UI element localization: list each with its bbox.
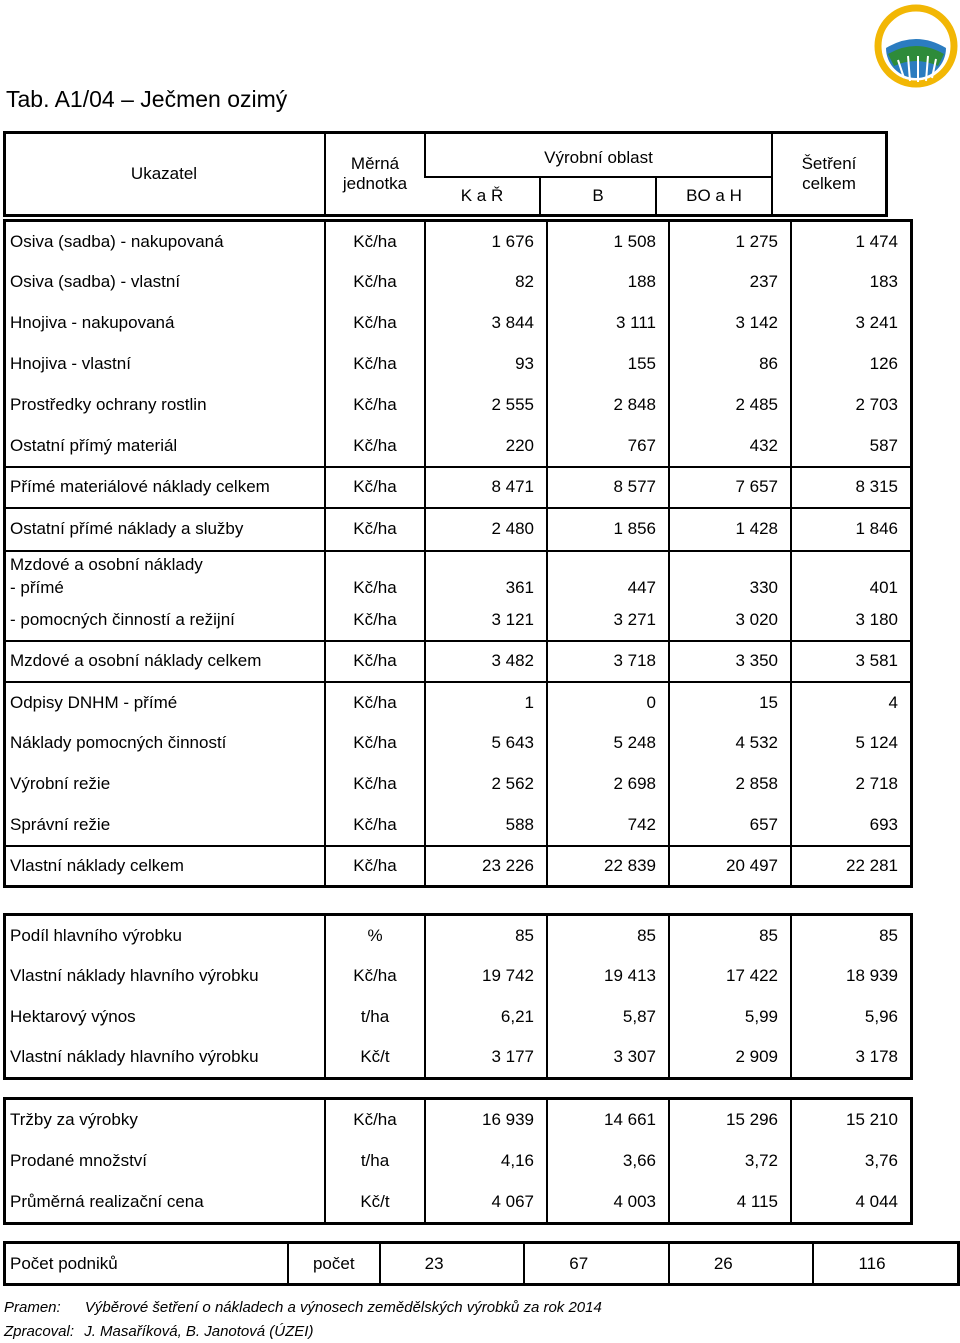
cell-value: 3 581 (791, 641, 912, 682)
cell-value: 4 067 (425, 1182, 547, 1224)
cell-value: 432 (669, 426, 791, 467)
cell-value: 6,21 (425, 997, 547, 1038)
cell-value: 4 115 (669, 1182, 791, 1224)
table-row (5, 723, 912, 764)
cell-value: 67 (524, 1243, 669, 1285)
row-unit: počet (288, 1243, 380, 1285)
cell-value: 14 661 (547, 1099, 669, 1141)
cell-value: 3 142 (669, 303, 791, 344)
row-unit: Kč/ha (325, 601, 425, 641)
cell-value: 220 (425, 426, 547, 467)
cell-value: 587 (791, 426, 912, 467)
cell-value: 23 226 (425, 846, 547, 887)
row-label: Vlastní náklady celkem (10, 855, 184, 875)
col-header-region-kar: K a Ř (460, 186, 504, 206)
table-row (5, 1140, 912, 1182)
cell-value: 93 (425, 344, 547, 385)
table-row (5, 1243, 959, 1285)
cell-value: 3 121 (425, 601, 547, 641)
cell-value: 2 698 (547, 764, 669, 805)
cell-value: 26 (669, 1243, 814, 1285)
cell-value: 4 (791, 682, 912, 723)
cell-value: 1 428 (669, 508, 791, 551)
row-label: Hektarový výnos (10, 1007, 136, 1026)
row-unit: Kč/ha (325, 467, 425, 508)
col-header-ukazatel: Ukazatel (130, 164, 198, 183)
cell-value: 188 (547, 262, 669, 303)
sales-table (3, 1097, 913, 1225)
row-unit: Kč/ha (325, 641, 425, 682)
cell-value: 2 848 (547, 385, 669, 426)
cell-value: 4 003 (547, 1182, 669, 1224)
row-label: Osiva (sadba) - vlastní (10, 272, 181, 291)
cell-value: 19 413 (547, 956, 669, 997)
row-label: Mzdové a osobní náklady (10, 554, 203, 574)
cell-value: 237 (669, 262, 791, 303)
row-label: Hnojiva - vlastní (10, 354, 131, 373)
row-label: Výrobní režie (10, 774, 111, 793)
cell-value: 4 532 (669, 723, 791, 764)
row-label: Průměrná realizační cena (10, 1191, 204, 1211)
cell-value: 5 124 (791, 723, 912, 764)
cell-value: 2 562 (425, 764, 547, 805)
row-label: Ostatní přímé náklady a služby (5, 508, 326, 551)
table-title: Tab. A1/04 – Ječmen ozimý (6, 86, 288, 112)
table-row (5, 641, 912, 682)
row-label: Přímé materiálové náklady celkem (5, 467, 326, 508)
cell-value: 8 471 (425, 467, 547, 508)
table-row (5, 426, 912, 467)
row-label: Mzdové a osobní náklady celkem (5, 641, 326, 682)
cell-value: 8 577 (547, 467, 669, 508)
cell-value: 3,72 (669, 1140, 791, 1182)
cell-value: 1 508 (547, 221, 669, 262)
cell-value: 2 555 (425, 385, 547, 426)
cell-value: 1 275 (669, 221, 791, 262)
cell-value: 15 (669, 682, 791, 723)
row-unit: Kč/ha (325, 262, 425, 303)
row-unit: Kč/ha (325, 1099, 425, 1141)
table-row (5, 221, 912, 262)
row-label: - přímé (10, 577, 64, 597)
cell-value: 3 177 (425, 1038, 547, 1079)
table-row (5, 467, 912, 508)
cell-value: 22 281 (791, 846, 912, 887)
cell-value: 126 (791, 344, 912, 385)
row-unit: % (325, 915, 425, 956)
row-unit: Kč/ha (325, 956, 425, 997)
row-label: Vlastní náklady hlavního výrobku (10, 1047, 259, 1067)
row-label: Ostatní přímý materiál (5, 426, 326, 467)
row-label: Náklady pomocných činností (10, 733, 227, 752)
cell-value: 401 (791, 575, 912, 601)
table-row (5, 575, 912, 601)
cell-value: 85 (669, 915, 791, 956)
table-row (5, 915, 912, 956)
table-row (5, 682, 912, 723)
cell-value: 3 020 (669, 601, 791, 641)
row-label: Tržby za výrobky (10, 1110, 138, 1129)
cell-value: 3,66 (547, 1140, 669, 1182)
cell-value: 2 703 (791, 385, 912, 426)
col-header-total: Šetření celkem (772, 133, 887, 216)
col-header-unit: Měrná jednotka (325, 133, 425, 216)
cell-value: 3 307 (547, 1038, 669, 1079)
row-label: - pomocných činností a režijní (5, 601, 326, 641)
table-row (5, 385, 912, 426)
cell-value: 3,76 (791, 1140, 912, 1182)
row-unit: Kč/ha (325, 344, 425, 385)
row-unit: Kč/t (325, 1182, 425, 1224)
row-label: Hnojiva - nakupovaná (10, 313, 175, 332)
col-header-region-b: B (540, 177, 656, 215)
cell-value: 85 (791, 915, 912, 956)
table-row (5, 262, 912, 303)
cost-table (3, 219, 913, 888)
cell-value: 1 856 (547, 508, 669, 551)
row-unit: Kč/t (325, 1038, 425, 1079)
cell-value: 1 676 (425, 221, 547, 262)
cell-value: 183 (791, 262, 912, 303)
cell-value: 1 846 (791, 508, 912, 551)
table-row (5, 303, 912, 344)
row-unit: Kč/ha (325, 846, 425, 887)
cell-value: 85 (547, 915, 669, 956)
author-note: Zpracoval: J. Masaříková, B. Janotová (ÚZEI) (4, 1323, 314, 1340)
cell-value: 693 (791, 805, 912, 846)
cell-value: 2 718 (791, 764, 912, 805)
cell-value: 82 (425, 262, 547, 303)
cell-value: 5,87 (547, 997, 669, 1038)
cell-value: 16 939 (425, 1099, 547, 1141)
table-row (5, 997, 912, 1038)
table-row (5, 551, 912, 575)
cell-value: 742 (547, 805, 669, 846)
header-table (3, 131, 888, 217)
row-unit: Kč/ha (325, 805, 425, 846)
cell-value: 1 (425, 682, 547, 723)
table-row (5, 601, 912, 641)
table-row (5, 764, 912, 805)
cell-value: 657 (669, 805, 791, 846)
cell-value: 0 (547, 682, 669, 723)
row-unit: t/ha (325, 997, 425, 1038)
table-row (5, 1038, 912, 1079)
cell-value: 4 044 (791, 1182, 912, 1224)
row-unit: Kč/ha (325, 221, 425, 262)
enterprises-table (3, 1241, 960, 1286)
cell-value: 116 (813, 1243, 958, 1285)
row-unit: Kč/ha (325, 575, 425, 601)
row-unit: Kč/ha (325, 303, 425, 344)
cell-value: 22 839 (547, 846, 669, 887)
cell-value: 447 (547, 575, 669, 601)
table-row (5, 1182, 912, 1224)
row-label: Prostředky ochrany rostlin (10, 395, 207, 414)
table-row (5, 846, 912, 887)
row-unit: t/ha (325, 1140, 425, 1182)
cell-value: 1 474 (791, 221, 912, 262)
cell-value: 5,96 (791, 997, 912, 1038)
row-unit: Kč/ha (325, 764, 425, 805)
cell-value: 2 858 (669, 764, 791, 805)
row-unit: Kč/ha (325, 385, 425, 426)
cell-value: 5,99 (669, 997, 791, 1038)
cell-value: 3 482 (425, 641, 547, 682)
cell-value: 8 315 (791, 467, 912, 508)
table-row (5, 508, 912, 551)
cell-value: 23 (380, 1243, 525, 1285)
cell-value: 3 350 (669, 641, 791, 682)
cell-value: 18 939 (791, 956, 912, 997)
cell-value: 17 422 (669, 956, 791, 997)
cell-value: 85 (425, 915, 547, 956)
row-unit: Kč/ha (325, 682, 425, 723)
row-label: Vlastní náklady hlavního výrobku (10, 966, 259, 985)
table-row (5, 956, 912, 997)
cell-value: 86 (669, 344, 791, 385)
uzei-logo (874, 4, 958, 88)
cell-value: 2 909 (669, 1038, 791, 1079)
cell-value: 2 480 (425, 508, 547, 551)
cell-value: 3 718 (547, 641, 669, 682)
row-label: Odpisy DNHM - přímé (10, 692, 178, 712)
cell-value: 2 485 (669, 385, 791, 426)
cell-value: 3 111 (547, 303, 669, 344)
cell-value: 7 657 (669, 467, 791, 508)
cell-value: 3 178 (791, 1038, 912, 1079)
cell-value: 330 (669, 575, 791, 601)
row-label: Osiva (sadba) - nakupovaná (10, 231, 224, 251)
cell-value: 15 210 (791, 1099, 912, 1141)
row-label: Podíl hlavního výrobku (10, 925, 182, 945)
row-unit: Kč/ha (325, 426, 425, 467)
row-unit: Kč/ha (325, 723, 425, 764)
cell-value: 588 (425, 805, 547, 846)
cell-value: 5 643 (425, 723, 547, 764)
cell-value: 3 241 (791, 303, 912, 344)
cell-value: 19 742 (425, 956, 547, 997)
cell-value: 3 844 (425, 303, 547, 344)
col-header-region-boah: BO a H (656, 177, 772, 215)
row-unit: Kč/ha (325, 508, 425, 551)
cell-value: 3 271 (547, 601, 669, 641)
cell-value: 767 (547, 426, 669, 467)
cell-value: 4,16 (425, 1140, 547, 1182)
col-header-region-group: Výrobní oblast (425, 133, 772, 178)
cell-value: 155 (547, 344, 669, 385)
cell-value: 5 248 (547, 723, 669, 764)
row-label: Počet podniků (10, 1253, 118, 1273)
cell-value: 361 (425, 575, 547, 601)
row-label: Prodané množství (10, 1150, 148, 1170)
table-row (5, 344, 912, 385)
table-row (5, 805, 912, 846)
table-row (5, 1099, 912, 1141)
source-note: Pramen: Výběrové šetření o nákladech a výnosech zemědělských výrobků za rok 2014 (4, 1299, 602, 1316)
row-label: Správní režie (5, 805, 326, 846)
cell-value: 20 497 (669, 846, 791, 887)
main-product-table (3, 913, 913, 1080)
cell-value: 3 180 (791, 601, 912, 641)
cell-value: 15 296 (669, 1099, 791, 1141)
